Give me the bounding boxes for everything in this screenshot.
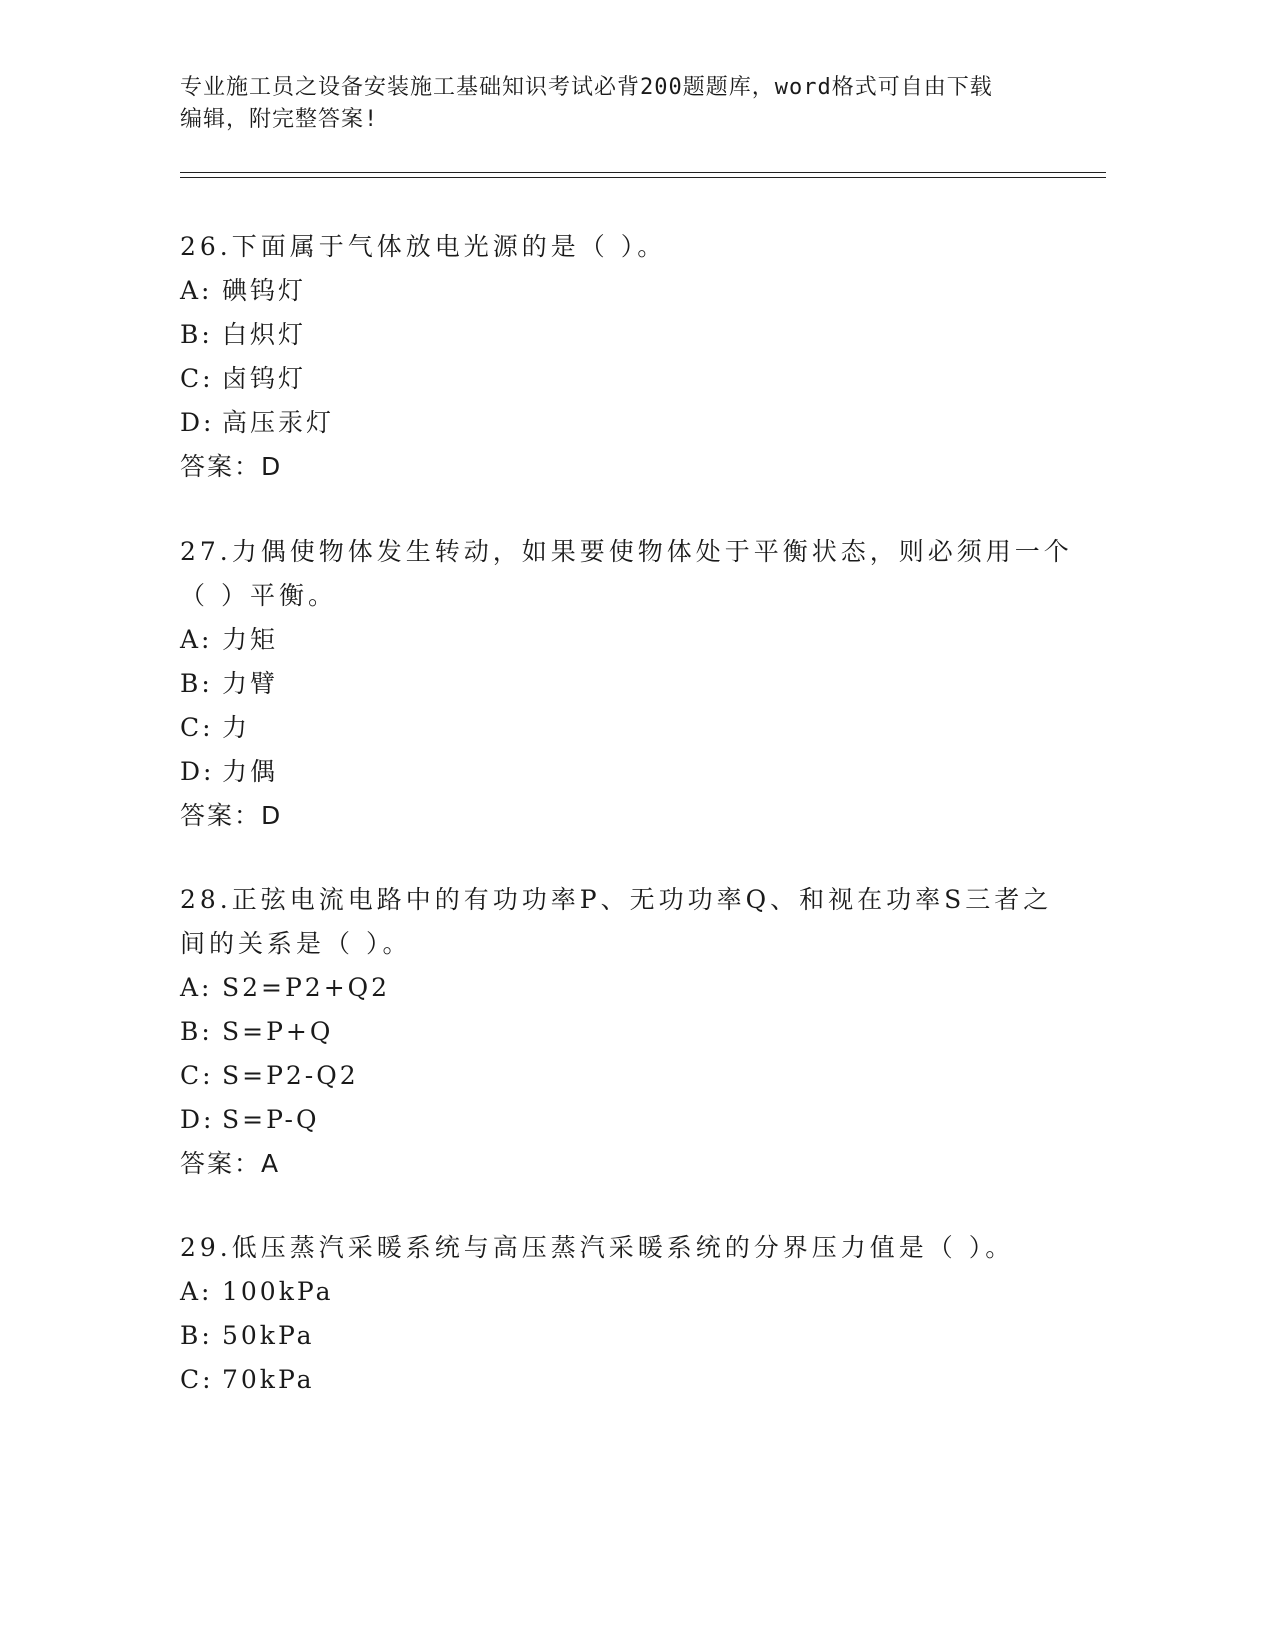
option-d (180, 750, 1080, 794)
option-label: C: (180, 713, 214, 742)
question-text-line-2: （ ）平衡。 (180, 581, 337, 610)
option-label: B: (180, 1017, 213, 1046)
option-c (180, 1054, 1080, 1098)
question-29 (180, 1226, 1080, 1402)
option-a (180, 618, 1080, 662)
question-text-line-2: 间的关系是（ ）。 (180, 929, 412, 958)
option-label: B: (180, 669, 213, 698)
option-label: C: (180, 364, 214, 393)
option-b (180, 662, 1080, 706)
option-text: 力臂 (222, 669, 279, 698)
option-label: D: (180, 757, 215, 786)
option-text: S=P-Q (222, 1105, 320, 1134)
option-label: D: (180, 408, 215, 437)
header-divider-bottom (180, 177, 1106, 178)
option-label: A: (180, 973, 213, 1002)
option-text: 50kPa (222, 1321, 315, 1350)
option-b (180, 313, 1080, 357)
option-text: 100kPa (222, 1277, 334, 1306)
question-text-line-1: 27.力偶使物体发生转动，如果要使物体处于平衡状态，则必须用一个 (180, 537, 1073, 566)
option-a (180, 269, 1080, 313)
option-c (180, 1358, 1080, 1402)
answer-line: 答案：D (180, 801, 283, 830)
option-c (180, 706, 1080, 750)
option-text: 白炽灯 (222, 320, 307, 349)
question-text-line-1: 28.正弦电流电路中的有功功率P、无功功率Q、和视在功率S三者之 (180, 885, 1053, 914)
option-b (180, 1314, 1080, 1358)
option-c (180, 357, 1080, 401)
option-text: 70kPa (222, 1365, 315, 1394)
option-label: A: (180, 276, 213, 305)
header-line-2: 编辑，附完整答案! (180, 107, 379, 132)
option-label: C: (180, 1365, 214, 1394)
question-28 (180, 878, 1080, 1186)
option-text: 力 (222, 713, 251, 742)
option-text: 力矩 (222, 625, 279, 654)
option-text: 力偶 (222, 757, 279, 786)
option-text: S=P2-Q2 (222, 1061, 359, 1090)
question-text: 29.低压蒸汽采暖系统与高压蒸汽采暖系统的分界压力值是（ ）。 (180, 1233, 1015, 1262)
option-text: S=P+Q (222, 1017, 334, 1046)
option-label: B: (180, 320, 213, 349)
option-text: 碘钨灯 (222, 276, 307, 305)
option-label: C: (180, 1061, 214, 1090)
option-text: S2=P2+Q2 (222, 973, 391, 1002)
option-d (180, 401, 1080, 445)
option-label: B: (180, 1321, 213, 1350)
option-label: A: (180, 625, 213, 654)
option-text: 卤钨灯 (222, 364, 307, 393)
option-a (180, 1270, 1080, 1314)
answer-line: 答案：A (180, 1149, 281, 1178)
option-d (180, 1098, 1080, 1142)
answer-line: 答案：D (180, 452, 283, 481)
question-text: 26.下面属于气体放电光源的是（ ）。 (180, 232, 667, 261)
option-label: D: (180, 1105, 215, 1134)
option-b (180, 1010, 1080, 1054)
option-text: 高压汞灯 (222, 408, 335, 437)
header-line-1: 专业施工员之设备安装施工基础知识考试必背200题题库，word格式可自由下载 (180, 75, 993, 100)
option-a (180, 966, 1080, 1010)
header-divider-top (180, 172, 1106, 173)
question-27 (180, 530, 1080, 838)
question-26 (180, 225, 1080, 489)
option-label: A: (180, 1277, 213, 1306)
document-header (180, 72, 1060, 136)
